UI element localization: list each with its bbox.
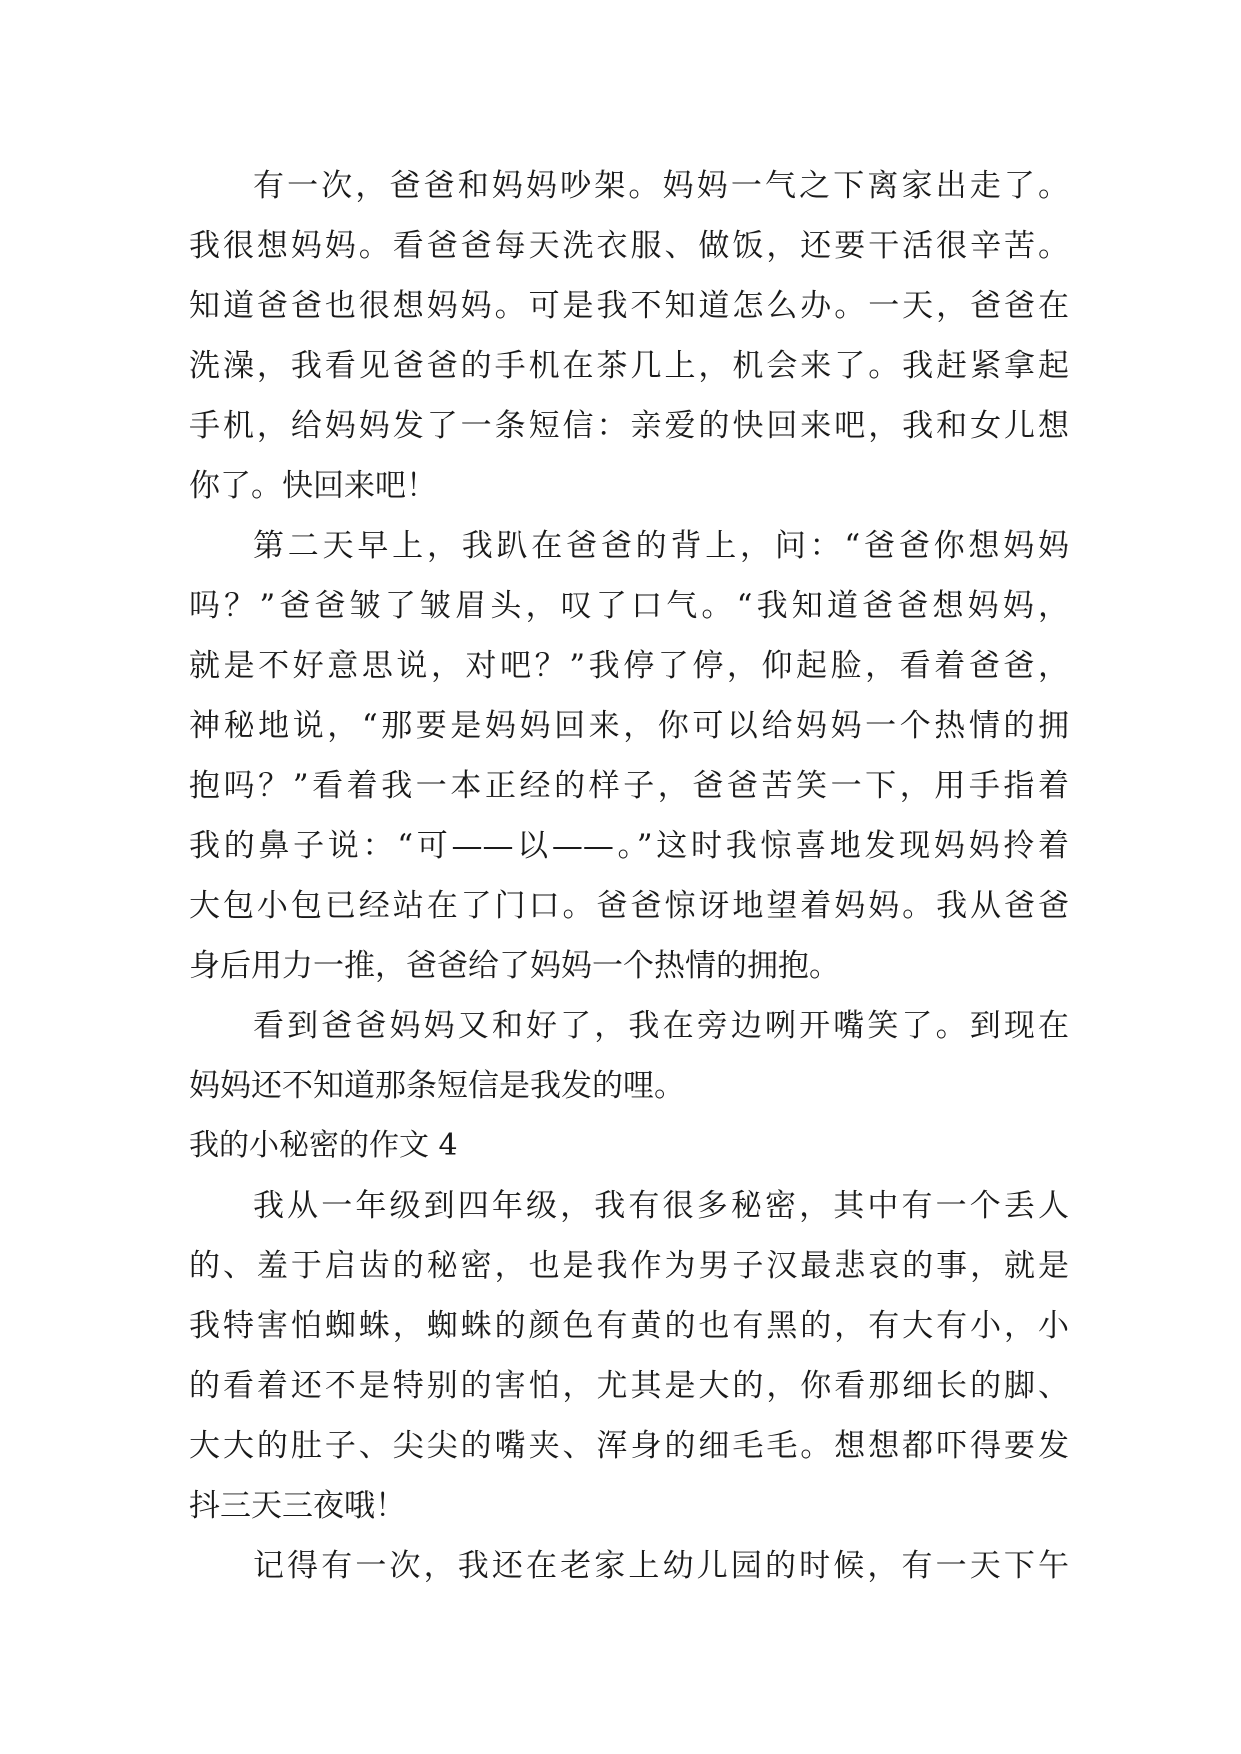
text-line: 我从一年级到四年级，我有很多秘密，其中有一个丢人 <box>253 1188 1069 1224</box>
text-line: 手机，给妈妈发了一条短信：亲爱的快回来吧，我和女儿想 <box>189 408 1069 444</box>
text-line: 知道爸爸也很想妈妈。可是我不知道怎么办。一天，爸爸在 <box>189 288 1069 324</box>
section-heading: 我的小秘密的作文 4 <box>189 1128 458 1163</box>
text-line: 抱吗？”看着我一本正经的样子，爸爸苦笑一下，用手指着 <box>189 768 1069 804</box>
text-line: 吗？”爸爸皱了皱眉头，叹了口气。“我知道爸爸想妈妈， <box>189 588 1069 624</box>
text-line: 妈妈还不知道那条短信是我发的哩。 <box>189 1068 685 1104</box>
text-line: 大包小包已经站在了门口。爸爸惊讶地望着妈妈。我从爸爸 <box>189 888 1069 924</box>
text-line: 记得有一次，我还在老家上幼儿园的时候，有一天下午 <box>253 1548 1069 1584</box>
text-line: 的、羞于启齿的秘密，也是我作为男子汉最悲哀的事，就是 <box>189 1248 1069 1284</box>
text-line: 我特害怕蜘蛛，蜘蛛的颜色有黄的也有黑的，有大有小，小 <box>189 1308 1069 1344</box>
text-line: 第二天早上，我趴在爸爸的背上，问：“爸爸你想妈妈 <box>253 528 1069 564</box>
text-line: 我的鼻子说：“可——以——。”这时我惊喜地发现妈妈拎着 <box>189 828 1069 864</box>
text-line: 就是不好意思说，对吧？”我停了停，仰起脸，看着爸爸， <box>189 648 1069 684</box>
text-line: 有一次，爸爸和妈妈吵架。妈妈一气之下离家出走了。 <box>253 168 1069 204</box>
text-line: 身后用力一推，爸爸给了妈妈一个热情的拥抱。 <box>189 948 840 984</box>
text-line: 洗澡，我看见爸爸的手机在茶几上，机会来了。我赶紧拿起 <box>189 348 1069 384</box>
text-line: 神秘地说，“那要是妈妈回来，你可以给妈妈一个热情的拥 <box>189 708 1069 744</box>
text-line: 的看着还不是特别的害怕，尤其是大的，你看那细长的脚、 <box>189 1368 1069 1404</box>
text-line: 看到爸爸妈妈又和好了，我在旁边咧开嘴笑了。到现在 <box>253 1008 1069 1044</box>
text-line: 你了。快回来吧！ <box>189 468 437 504</box>
text-line: 我很想妈妈。看爸爸每天洗衣服、做饭，还要干活很辛苦。 <box>189 228 1069 264</box>
text-line: 抖三天三夜哦！ <box>189 1488 406 1524</box>
text-line: 大大的肚子、尖尖的嘴夹、浑身的细毛毛。想想都吓得要发 <box>189 1428 1069 1464</box>
